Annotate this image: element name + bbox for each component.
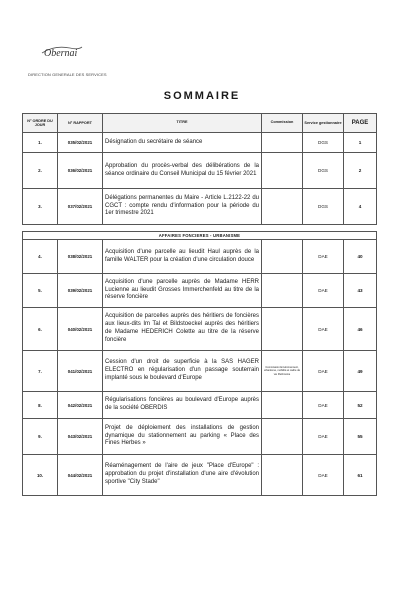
table-row (23, 189, 377, 225)
row-commission-cell: Commission Environnement, urbanisme, mobilité et cadre de vie Patrimoine (262, 351, 303, 392)
col-title-header: TITRE (103, 114, 262, 133)
row-page-cell: 49 (344, 351, 377, 392)
row-report-cell: 037/02/2021 (58, 189, 103, 225)
row-service-cell: DAE (303, 419, 344, 455)
table-row (23, 240, 377, 274)
row-commission-cell (262, 419, 303, 455)
section-gap (23, 225, 377, 232)
row-title-cell: Réaménagement de l'aire de jeux "Place d'Europe" : approbation du projet d'installation d'une aire d'évolution sportive "City Stade" (103, 455, 262, 496)
row-service-cell: DAE (303, 455, 344, 496)
row-service-cell: DGS (303, 189, 344, 225)
row-order-cell: 9. (23, 419, 58, 455)
row-title-cell: Acquisition d'une parcelle auprès de Madame HERR Lucienne au lieudit Grosses Immerchenfeld au titre de la réserve foncière (103, 274, 262, 308)
row-order-cell: 3. (23, 189, 58, 225)
row-page-cell: 4 (344, 189, 377, 225)
row-order-cell: 1. (23, 133, 58, 153)
page-title: SOMMAIRE (163, 90, 241, 102)
row-title-cell: Approbation du procès-verbal des délibérations de la séance ordinaire du Conseil Municipal du 15 février 2021 (103, 153, 262, 189)
row-page-cell: 2 (344, 153, 377, 189)
row-commission-cell (262, 455, 303, 496)
col-commission-header: Commission (262, 114, 303, 133)
table-row (23, 455, 377, 496)
row-service-cell: DGS (303, 153, 344, 189)
row-title-cell: Désignation du secrétaire de séance (103, 133, 262, 153)
row-commission-cell (262, 153, 303, 189)
col-report-header: N° RAPPORT (58, 114, 103, 133)
section-header-row (23, 232, 377, 240)
table-header-row (23, 114, 377, 133)
row-commission-cell (262, 240, 303, 274)
table-body-general (23, 133, 377, 225)
row-page-cell: 1 (344, 133, 377, 153)
row-service-cell: DGS (303, 133, 344, 153)
row-service-cell: DAE (303, 308, 344, 351)
row-order-cell: 2. (23, 153, 58, 189)
col-service-header: Service gestionnaire (303, 114, 344, 133)
table-row (23, 153, 377, 189)
row-order-cell: 7. (23, 351, 58, 392)
table-row (23, 419, 377, 455)
row-order-cell: 4. (23, 240, 58, 274)
table-row (23, 308, 377, 351)
row-report-cell: 044/02/2021 (58, 455, 103, 496)
row-commission-cell (262, 189, 303, 225)
table-body-urbanisme (23, 240, 377, 496)
row-report-cell: 039/02/2021 (58, 274, 103, 308)
row-page-cell: 40 (344, 240, 377, 274)
row-report-cell: 042/02/2021 (58, 392, 103, 419)
row-service-cell: DAE (303, 392, 344, 419)
row-page-cell: 55 (344, 419, 377, 455)
row-title-cell: Acquisition de parcelles auprès des héritiers de foncières aux lieux-dits Im Tal et Bildstoeckel auprès des héritiers de Madame HEDERICH Colette au titre de la réserve foncière (103, 308, 262, 351)
row-title-cell: Acquisition d'une parcelle au lieudit Haul auprès de la famille WALTER pour la création d'une circulation douce (103, 240, 262, 274)
row-commission-cell (262, 308, 303, 351)
row-report-cell: 043/02/2021 (58, 419, 103, 455)
city-logo: Obernai (44, 48, 78, 59)
row-commission-cell (262, 392, 303, 419)
row-commission-cell (262, 274, 303, 308)
row-report-cell: 035/02/2021 (58, 133, 103, 153)
table-row (23, 133, 377, 153)
row-page-cell: 46 (344, 308, 377, 351)
row-page-cell: 43 (344, 274, 377, 308)
row-commission-cell (262, 133, 303, 153)
row-title-cell: Régularisations foncières au boulevard d'Europe auprès de la société OBERDIS (103, 392, 262, 419)
row-report-cell: 038/02/2021 (58, 240, 103, 274)
row-report-cell: 040/02/2021 (58, 308, 103, 351)
table-row (23, 274, 377, 308)
row-service-cell: DAE (303, 240, 344, 274)
direction-label: DIRECTION GENERALE DES SERVICES (28, 72, 107, 77)
row-title-cell: Cession d'un droit de superficie à la SAS HAGER ELECTRO en régularisation d'un passage souterrain implanté sous le boulevard d'Europe (103, 351, 262, 392)
row-report-cell: 036/02/2021 (58, 153, 103, 189)
row-order-cell: 6. (23, 308, 58, 351)
row-report-cell: 041/02/2021 (58, 351, 103, 392)
section-title: AFFAIRES FONCIERES - URBANISME (23, 232, 377, 240)
summary-table (22, 113, 377, 496)
col-page-header: PAGE (344, 114, 377, 133)
row-order-cell: 5. (23, 274, 58, 308)
row-service-cell: DAE (303, 351, 344, 392)
table-row (23, 392, 377, 419)
row-page-cell: 52 (344, 392, 377, 419)
row-title-cell: Délégations permanentes du Maire - Article L.2122-22 du CGCT : compte rendu d'information pour la période du 1er trimestre 2021 (103, 189, 262, 225)
col-order-header: N° ORDRE DU JOUR (23, 114, 58, 133)
table-row (23, 351, 377, 392)
row-order-cell: 10. (23, 455, 58, 496)
row-title-cell: Projet de déploiement des installations de gestion dynamique du stationnement au parking « Place des Fines Herbes » (103, 419, 262, 455)
row-page-cell: 61 (344, 455, 377, 496)
row-order-cell: 8. (23, 392, 58, 419)
row-service-cell: DAE (303, 274, 344, 308)
